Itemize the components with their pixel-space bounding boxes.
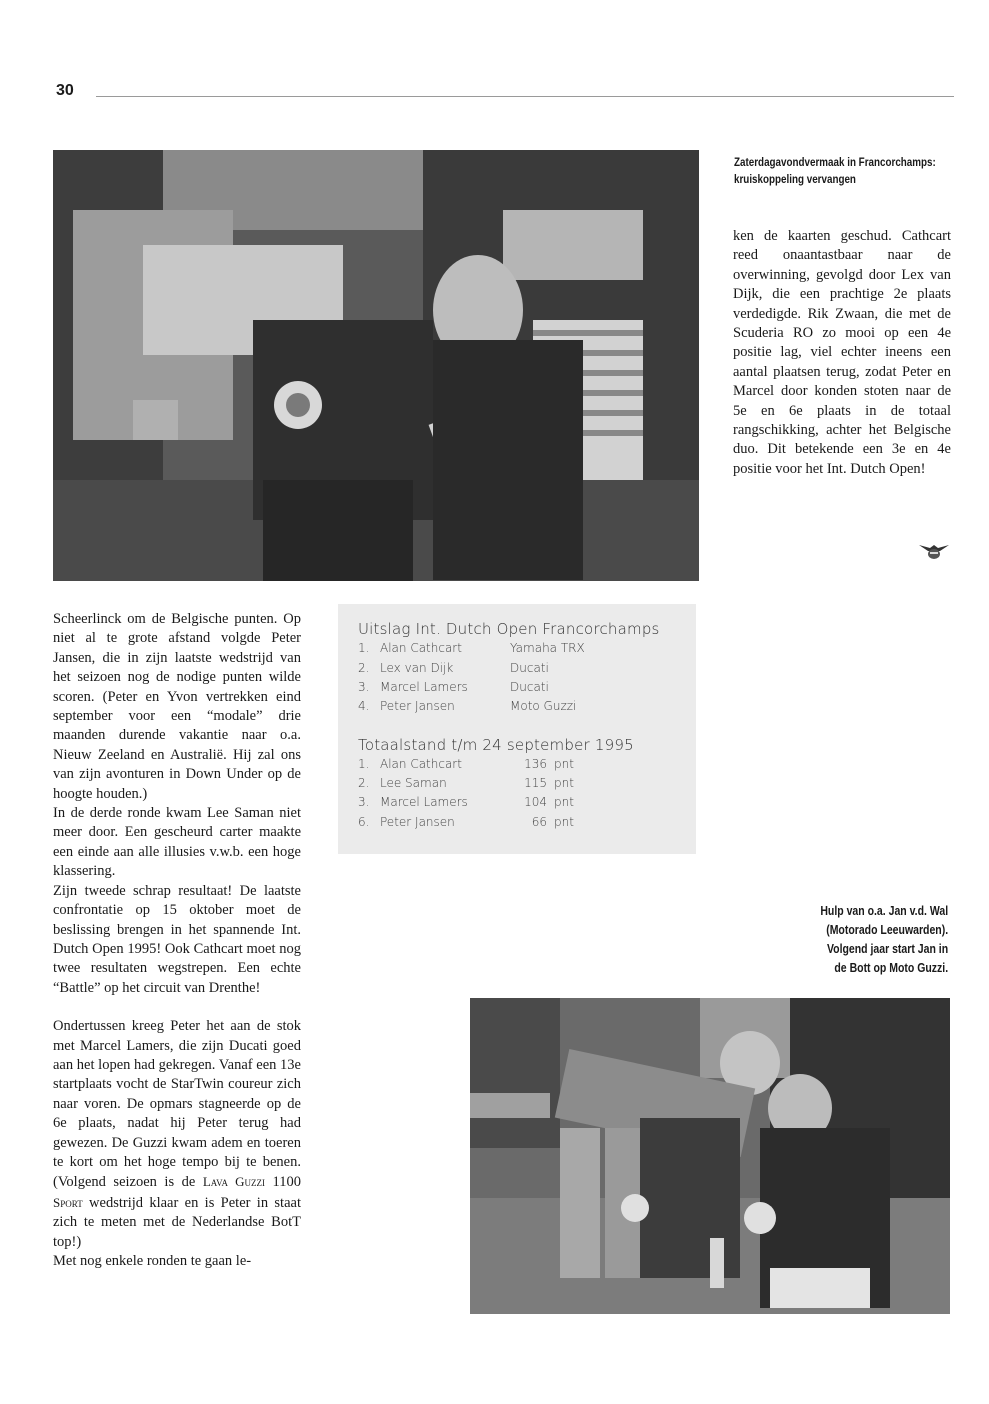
bottom-caption-line-4: de Bott op Moto Guzzi. (834, 961, 948, 975)
top-caption-line-1: Zaterdagavondvermaak in Francorchamps: (734, 155, 936, 169)
standings-pos: 3. (358, 795, 370, 809)
race-pos: 1. (358, 641, 370, 655)
bottom-photo-caption (820, 902, 948, 978)
left-column-text (53, 610, 301, 1271)
top-caption-line-2: kruiskoppeling vervangen (734, 172, 856, 186)
standings-unit: pnt (554, 815, 574, 829)
standings-title: Totaalstand t/m 24 september 1995 (358, 736, 634, 754)
race-pos: 3. (358, 680, 370, 694)
results-box (338, 604, 696, 854)
left-paragraph-3: Zijn tweede schrap resultaat! De laatste confrontatie op 15 oktober moet de beslissing brengen in het spannende Int. Dutch Open 1995! Ook Cathcart moet nog twee resultaten wegstrepen. Een echte “Battle” op het circuit van Drenthe! (53, 882, 301, 996)
bottom-caption-line-3: Volgend jaar start Jan in (826, 942, 948, 956)
race-rider: Peter Jansen (380, 699, 455, 713)
race-bike: Ducati (510, 680, 549, 694)
left-paragraph-1: Scheerlinck om de Belgische punten. Op niet al te grote afstand volgde Peter Jansen, die in zijn laatste wedstrijd van het seizoen nog de nodige punten wilde scoren. (Peter en Yvon vertrekken eind september voor een “modale” drie maanden durende vakantie naar o.a. Nieuw Zeeland en Australië. Hij zal ons van zijn avonturen in Down Under op de hoogte houden.) (53, 611, 301, 802)
page-number: 30 (56, 82, 74, 99)
race-pos: 4. (358, 699, 370, 713)
standings-unit: pnt (554, 795, 574, 809)
race-rider: Lex van Dijk (380, 661, 454, 675)
race-rider: Alan Cathcart (380, 641, 462, 655)
bottom-caption-line-2: (Motorado Leeuwarden). (826, 923, 948, 937)
bottom-caption-line-1: Hulp van o.a. Jan v.d. Wal (820, 904, 948, 918)
standings-points: 136 (524, 757, 547, 771)
right-column-text (733, 227, 951, 479)
standings-pos: 2. (358, 776, 370, 790)
standings-unit: pnt (554, 776, 574, 790)
standings-rider: Lee Saman (380, 776, 447, 790)
left-paragraph-2: In de derde ronde kwam Lee Saman niet meer door. Een gescheurd carter maakte een einde aan alle illusies v.w.b. een hoge klassering. (53, 805, 301, 880)
standings-points: 66 (531, 815, 547, 829)
paragraph-spacer (53, 998, 301, 1017)
top-photo-caption (734, 154, 936, 188)
standings-points: 115 (524, 776, 547, 790)
left-paragraph-4 (53, 1017, 301, 1252)
standings-unit: pnt (554, 757, 574, 771)
header-rule (96, 96, 954, 97)
bottom-photo (470, 998, 950, 1314)
race-bike: Ducati (510, 661, 549, 675)
standings-rider: Alan Cathcart (380, 757, 462, 771)
standings-pos: 6. (358, 815, 370, 829)
left-paragraph-4-mid: 1100 (265, 1174, 302, 1191)
race-pos: 2. (358, 661, 370, 675)
race-bike: Moto Guzzi (510, 699, 577, 713)
standings-pos: 1. (358, 757, 370, 771)
standings-rider: Peter Jansen (380, 815, 455, 829)
left-paragraph-4-start: Ondertussen kreeg Peter het aan de stok met Marcel Lamers, die zijn Ducati goed aan het lopen had gekregen. Vanaf een 13e startplaats vocht de StarTwin coureur zich naar voren. De opmars stagneerde op de 6e plaats, nadat hij Peter terug had gewezen. De Guzzi kwam adem en toeren te kort om het hoge tempo bij te benen. (Volgend seizoen is de (53, 1018, 301, 1191)
left-paragraph-5: Met nog enkele ronden te gaan le- (53, 1253, 252, 1269)
right-paragraph: ken de kaarten geschud. Cathcart reed onaantastbaar naar de overwinning, gevolgd door Lex van Dijk, die een prachtige 2e plaats verdedigde. Rik Zwaan, die met de Scuderia RO zo mooi op een 4e positie lag, viel echter ineens een aantal plaatsen terug, zodat Peter en Marcel door konden stoten naar de 5e en 6e plaats in de totaal rangschikking, achter het Belgische duo. Dit betekende een 3e en 4e positie voor het Int. Dutch Open! (733, 228, 951, 477)
race-bike: Yamaha TRX (510, 641, 585, 655)
results-title: Uitslag Int. Dutch Open Francorchamps (358, 620, 660, 638)
lava-guzzi-smallcaps: Lava Guzzi (202, 1174, 266, 1190)
standings-points: 104 (524, 795, 547, 809)
moto-guzzi-eagle-icon (918, 538, 950, 567)
top-photo (53, 150, 699, 581)
race-rider: Marcel Lamers (380, 680, 468, 694)
sport-smallcaps: Sport (53, 1194, 83, 1210)
standings-rider: Marcel Lamers (380, 795, 468, 809)
left-paragraph-4-end: wedstrijd klaar en is Peter in staat zich te meten met de Nederlandse BotT top!) (53, 1194, 301, 1250)
